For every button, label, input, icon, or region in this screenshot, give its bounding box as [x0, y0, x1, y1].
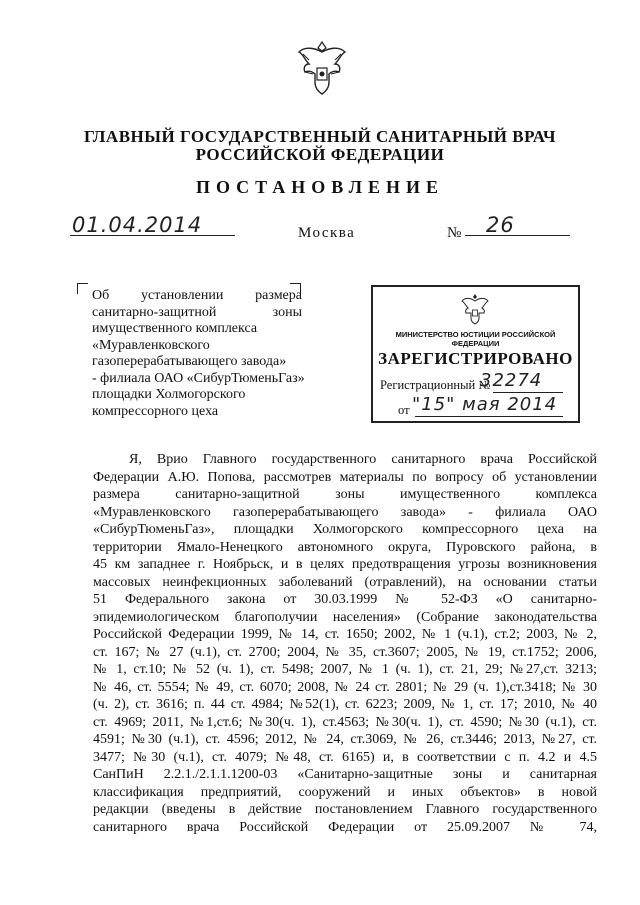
stamp-date: "15" мая 2014: [412, 394, 558, 415]
stamp-ministry-label: МИНИСТЕРСТВО ЮСТИЦИИ РОССИЙСКОЙ ФЕДЕРАЦИИ: [395, 330, 556, 348]
stamp-from-label: от: [398, 403, 410, 417]
body-line: № 46, ст. 5554; № 49, ст. 6070; 2008, № 24 ст. 2801; № 29 (ч. 1),ст.3418; № 30: [93, 679, 597, 695]
body-line: Я, Врио Главного государственного санитарного врача Российской: [129, 452, 597, 467]
subject-line: газоперерабатывающего завода»: [92, 354, 287, 369]
stamp-number-underline: [493, 392, 563, 393]
body-line: 51 Федерального закона от 30.03.1999 № 52-ФЗ «О санитарно-: [93, 592, 597, 607]
subject-bracket-left: [77, 283, 88, 294]
body-line: «СибурТюменьГаз», площадки Холмогорского компрессорного цеха на: [93, 522, 597, 537]
body-line: территории Ямало-Ненецкого автономного округа, Пуровского района, в: [93, 539, 597, 555]
document-type-title: ПОСТАНОВЛЕНИЕ: [195, 177, 445, 197]
body-line: 45 км западнее г. Ноябрьск, и в целях предотвращения угрозы возникновения: [93, 557, 597, 572]
body-line: классификация предприятий, сооружений и иных объектов» в новой: [93, 784, 597, 800]
body-line: ст. 167; № 27 (ч.1), ст. 2700; 2004, № 35, ст.3607; 2005, № 19, ст.1752; 2006,: [93, 644, 597, 660]
stamp-registered-label: ЗАРЕГИСТРИРОВАНО: [378, 349, 573, 368]
resolution-body: [93, 451, 597, 836]
body-line: Федерации А.Ю. Попова, рассмотрев материалы по вопросу об установлении: [93, 469, 597, 485]
number-label: №: [447, 225, 462, 241]
body-line: ст. 4969; 2011, №1,ст.6; №30(ч. 1), ст.4563; №30(ч. 1), ст. 4590; №30 (ч.1), ст.: [93, 714, 597, 730]
subject-line: - филиала ОАО «СибурТюменьГаз»: [92, 370, 305, 386]
body-line: эпидемиологическом благополучии населения» (Собрание законодательства: [93, 609, 597, 625]
subject-line: имущественного комплекса: [92, 321, 258, 336]
subject-block: [92, 288, 305, 420]
stamp-reg-number: 32274: [480, 370, 543, 391]
subject-line: Об установлении размера: [92, 288, 302, 303]
handwritten-number: 26: [486, 213, 515, 237]
coat-of-arms-icon: [295, 38, 349, 96]
subject-line: компрессорного цеха: [92, 403, 219, 419]
body-line: редакции (введены в действие постановлением Главного государственного: [93, 802, 597, 817]
body-line: (ч. 2), ст. 3616; п. 44 ст. 4984; №52(1), ст. 6223; 2009, № 1, ст. 17; 2010, № 40: [93, 697, 597, 712]
body-line: СанПиН 2.2.1./2.1.1.1200-03 «Санитарно-защитные зоны и санитарная: [93, 767, 597, 782]
body-line: 4591; №30 (ч.1), ст. 4596; 2012, № 24, ст.3069, № 26, ст.3446; 2013, №27, ст.: [93, 732, 597, 747]
body-line: 3477; №30 (ч.1), ст. 4079; №48, ст. 6165) и, в соответствии с п. 4.2 и 4.5: [93, 749, 597, 765]
body-line: № 1, ст.10; № 52 (ч. 1), ст. 5498; 2007, № 1 (ч. 1), ст. 21, 29; №27,ст. 3213;: [93, 662, 597, 677]
date-underline: [70, 235, 235, 236]
number-underline: [465, 235, 570, 236]
stamp-coat-of-arms-icon: [460, 293, 490, 325]
body-line: Российской Федерации 1999, № 14, ст. 1650; 2002, № 1 (ч.1), ст.2; 2003, № 2,: [93, 627, 597, 642]
body-line: размера санитарно-защитной зоны имущественного комплекса: [93, 487, 597, 502]
subject-line: площадки Холмогорского: [92, 387, 246, 402]
subject-line: «Муравленковского: [92, 337, 210, 353]
stamp-reg-number-label: Регистрационный №: [380, 378, 491, 392]
body-line: массовых неинфекционных заболеваний (отравлений), на основании статьи: [93, 574, 597, 590]
city-label: Москва: [298, 225, 356, 241]
issuer-title: ГЛАВНЫЙ ГОСУДАРСТВЕННЫЙ САНИТАРНЫЙ ВРАЧ: [84, 127, 556, 146]
issuer-country: РОССИЙСКОЙ ФЕДЕРАЦИИ: [195, 145, 445, 164]
stamp-date-underline: [415, 416, 563, 417]
handwritten-date: 01.04.2014: [72, 213, 203, 237]
body-line: «Муравленковского газоперерабатывающего завода» - филиала ОАО: [93, 504, 597, 520]
body-line: санитарного врача Российской Федерации от 25.09.2007 № 74,: [93, 819, 597, 835]
subject-line: санитарно-защитной зоны: [92, 304, 302, 320]
